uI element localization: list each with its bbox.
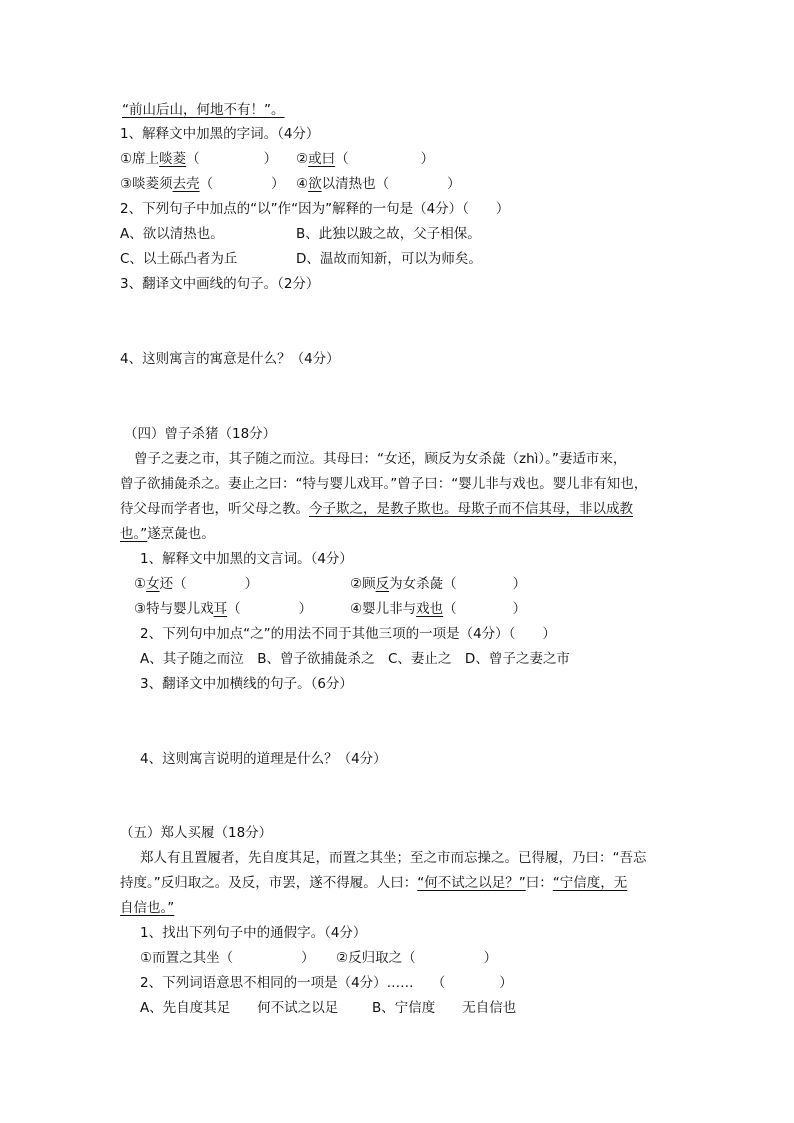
- s4-title: （四）曾子杀猪（18分）: [124, 426, 277, 442]
- s4-q2-options: A、其子随之而泣 B、曾子欲捕彘杀之 C、妻止之 D、曾子之妻之市: [140, 651, 570, 667]
- s5-q1-b-close: ）: [483, 950, 498, 966]
- s4-q1-a-open: （: [173, 576, 187, 592]
- s4-passage-line-1: 曾子之妻之市，其子随之而泣。其母曰：“女还，顾反为女杀彘（zhì）。”妻适市来，: [134, 451, 627, 467]
- s3-q1-a-text: ①席上: [120, 151, 160, 167]
- s5-q1-b-open: （: [402, 950, 416, 966]
- s3-q1-b-close: ）: [420, 151, 435, 167]
- s5-q1-a-text: ①而置之其坐: [140, 950, 220, 966]
- s5-question-2: 2、下列词语意思不相同的一项是（4分）……: [140, 975, 414, 991]
- s5-q1-b-text: ②反归取之: [336, 950, 403, 966]
- s5-q1-row-b: [336, 948, 497, 968]
- s4-q1-d-text: ④婴儿非与: [350, 601, 417, 617]
- s4-q1-b-word: 反: [375, 576, 390, 592]
- s4-underlined-sentence: 今子欺之，是教子欺也。母欺子而不信其母，非以成教: [309, 501, 633, 517]
- s3-q1-b-text: ②: [296, 151, 309, 167]
- s4-q1-a-num: ①: [134, 576, 147, 592]
- s4-q1-c-open: （: [227, 601, 241, 617]
- s4-q1-a-text: 还: [159, 576, 174, 592]
- s5-q1-a-close: ）: [301, 950, 315, 966]
- s5-q2-option-b: B、宁信度 无自信也: [372, 1000, 517, 1016]
- s4-passage-line-4: [120, 524, 215, 544]
- s5-underlined-quote-1: “何不试之以足？”: [417, 875, 526, 891]
- s3-q1-d-text: ④: [296, 176, 309, 192]
- s5-passage-line-3: [120, 898, 174, 918]
- s4-question-3: 3、翻译文中加横线的句子。（6分）: [140, 676, 353, 692]
- s3-q1-d-text-post: 以清热也: [321, 176, 376, 192]
- s3-question-2: 2、下列句子中加点的“以”作“因为”解释的一句是（4分）（ ）: [120, 201, 510, 217]
- s5-question-2-row: [140, 973, 513, 993]
- s3-q1-a-word: 啖菱: [159, 151, 187, 167]
- s5-question-1: 1、找出下列句子中的通假字。（4分）: [140, 925, 367, 941]
- s3-q1-row-2: [120, 174, 285, 194]
- s4-q1-row-2b: [350, 599, 526, 619]
- s3-question-1: 1、解释文中加黑的字词。（4分）: [120, 126, 320, 142]
- s3-q1-c-open: （: [199, 176, 214, 192]
- s4-q1-d-word: 戏也: [416, 601, 444, 617]
- s4-q1-row-1: [134, 574, 258, 594]
- s4-q1-a-close: ）: [244, 576, 259, 592]
- s5-passage-text: 持度。”反归取之。及反，市罢，遂不得履。人曰：: [120, 875, 418, 891]
- s3-q1-d-close: ）: [447, 176, 461, 192]
- s4-q1-d-open: （: [443, 601, 457, 617]
- s5-q2-close: ）: [499, 975, 513, 991]
- s3-q1-c-text: ③啖菱须: [120, 176, 173, 192]
- s4-q1-b-text-post: 为女杀彘: [389, 576, 444, 592]
- s4-question-4: 4、这则寓言说明的道理是什么？（4分）: [140, 751, 387, 767]
- s5-passage-line-1: 郑人有且置履者，先自度其足，而置之其坐；至之市而忘操之。已得履，乃曰：“吾忘: [140, 850, 647, 866]
- s3-q1-b-open: （: [335, 151, 349, 167]
- s3-question-3: 3、翻译文中画线的句子。（2分）: [120, 276, 320, 292]
- s3-q2-option-a: A、欲以清热也。: [120, 226, 224, 242]
- s5-underlined-quote-2-end: 自信也。”: [120, 900, 175, 916]
- s4-q1-b-text: ②顾: [350, 576, 376, 592]
- s3-q1-c-close: ）: [271, 176, 285, 192]
- s5-title: （五）郑人买履（18分）: [120, 825, 273, 841]
- s4-q1-b-close: ）: [512, 576, 527, 592]
- s4-underlined-sentence-end: 也。”: [120, 526, 148, 542]
- s5-passage-text-mid: 曰：: [525, 875, 553, 891]
- s3-q1-b-word: 或曰: [308, 151, 336, 167]
- s4-passage-text-end: 遂烹彘也。: [147, 526, 215, 542]
- s4-q1-a-word: 女: [146, 576, 160, 592]
- s5-q1-a-open: （: [219, 950, 234, 966]
- s3-question-4: 4、这则寓言的寓意是什么？（4分）: [120, 351, 340, 367]
- s4-q1-c-text: ③特与婴儿戏: [134, 601, 214, 617]
- s3-q2-option-c: C、以土砾凸者为丘: [120, 251, 238, 267]
- s4-q1-d-close: ）: [512, 601, 527, 617]
- s5-q2-open: （: [431, 975, 446, 991]
- s5-passage-line-2: [120, 873, 627, 893]
- s4-question-2: 2、下列句中加点“之”的用法不同于其他三项的一项是（4分）（ ）: [140, 626, 556, 642]
- s5-q2-option-a: A、先自度其足 何不试之以足: [140, 1000, 339, 1016]
- quote-line: “前山后山，何地不有！”。: [122, 102, 285, 118]
- s3-q1-a-close: ）: [263, 151, 278, 167]
- s3-q1-d-open: （: [375, 176, 390, 192]
- s4-q1-b-open: （: [443, 576, 457, 592]
- s4-q1-row-1b: [350, 574, 526, 594]
- s3-q1-c-word: 去壳: [172, 176, 200, 192]
- s4-passage-line-3: [120, 499, 633, 519]
- s3-q2-option-d: D、温故而知新，可以为师矣。: [296, 251, 482, 267]
- s3-q1-a-open: （: [186, 151, 200, 167]
- s3-q2-option-b: B、此独以跛之故，父子相保。: [296, 226, 481, 242]
- s3-q1-row-2b: [296, 174, 461, 194]
- s3-q1-row-1b: [296, 149, 434, 169]
- s4-q1-c-word: 耳: [213, 601, 228, 617]
- s4-passage-line-2: 曾子欲捕彘杀之。妻止之曰：“特与婴儿戏耳。”曾子曰：“婴儿非与戏也。婴儿非有知也，: [120, 476, 648, 492]
- s4-passage-text: 待父母而学者也，听父母之教。: [120, 501, 309, 517]
- s4-question-1: 1、解释文中加黑的文言词。（4分）: [140, 551, 353, 567]
- s3-q1-d-word: 欲: [308, 176, 322, 192]
- s5-q1-row: [140, 948, 315, 968]
- s5-underlined-quote-2: “宁信度，无: [552, 875, 628, 891]
- s4-q1-row-2: [134, 599, 312, 619]
- s3-q1-row-1: [120, 149, 277, 169]
- s4-q1-c-close: ）: [298, 601, 313, 617]
